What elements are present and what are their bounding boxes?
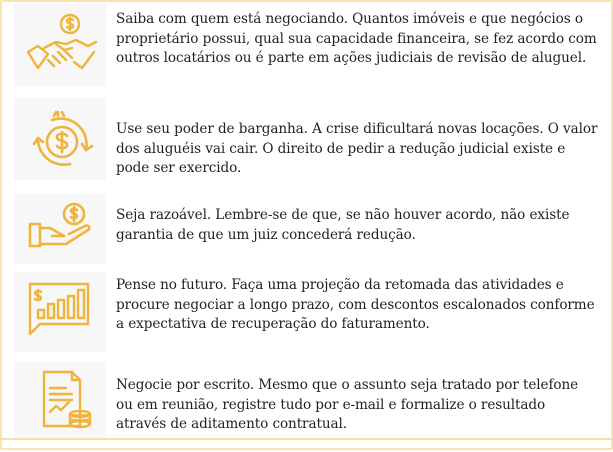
dollar-cycle-icon (14, 98, 106, 180)
tip-row-5 (8, 358, 605, 438)
tip-text: Saiba com quem está negociando. Quantos imóveis e que negócios o proprietário possui, qual sua capacidade financeira, se fez acordo com outros locatários ou é parte em ações judiciais de revisão de aluguel. (116, 11, 597, 66)
icon-tile (14, 362, 106, 438)
growth-chart-icon (14, 272, 106, 352)
handshake-dollar-icon (14, 4, 106, 86)
icon-tile (14, 194, 106, 264)
tip-row-3 (8, 194, 605, 268)
tip-row-4 (8, 268, 605, 356)
hand-coin-icon (14, 194, 106, 264)
tip-row-1 (8, 4, 605, 88)
bottom-rule (0, 438, 613, 440)
tip-text: Negocie por escrito. Mesmo que o assunto seja tratado por telefone ou em reunião, registre tudo por e-mail e formalize o resultado através de aditamento contratual. (116, 377, 579, 432)
icon-tile (14, 272, 106, 352)
tip-text: Pense no futuro. Faça uma projeção da retomada das atividades e procure negociar a longo prazo, com descontos escalonados conforme a expectativa de recuperação do faturamento. (116, 277, 595, 332)
tip-text: Use seu poder de barganha. A crise dificultará novas locações. O valor dos aluguéis vai cair. O direito de pedir a redução judicial existe e pode ser exercido. (116, 121, 598, 176)
tip-text: Seja razoável. Lembre-se de que, se não houver acordo, não existe garantia de que um juiz concederá redução. (116, 207, 570, 243)
icon-tile (14, 98, 106, 180)
document-coins-icon (14, 362, 106, 438)
tip-row-2 (8, 98, 605, 184)
icon-tile (14, 4, 106, 86)
